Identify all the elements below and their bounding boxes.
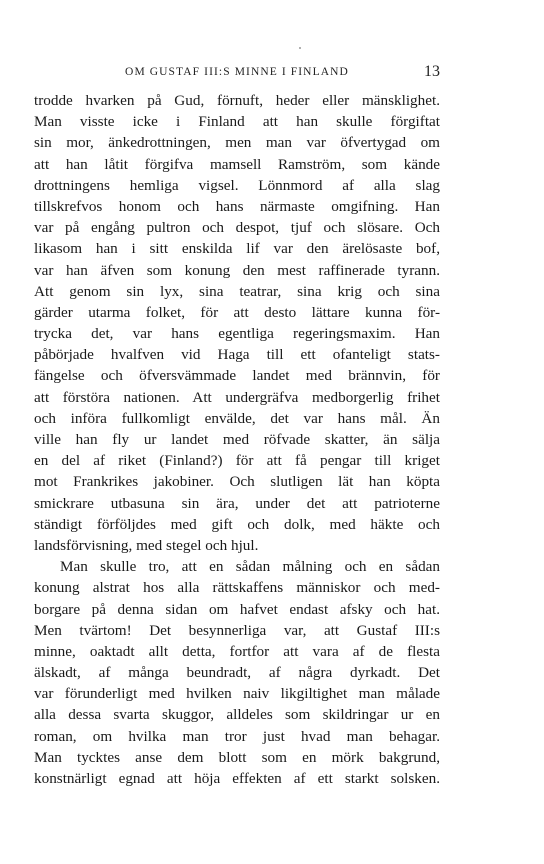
text-line: smickrare utbasuna sin ära, under det att patrioterne — [34, 494, 440, 512]
text-line: fängelse och öfversvämmade landet med brännvin, för — [34, 367, 440, 385]
text-line: gärder utarma folket, för att desto lättare kunna för- — [34, 303, 440, 321]
body-text — [34, 90, 440, 789]
page-number: 13 — [424, 63, 440, 80]
text-line: påbörjade hvalfven vid Haga till ett ofanteligt stats- — [34, 346, 440, 364]
text-line: trycka det, var hans egentliga regeringsmaxim. Han — [34, 325, 440, 343]
text-line: var han äfven som konung den mest raffinerade tyrann. — [34, 261, 440, 279]
text-line: konung alstrat hos alla rättskaffens människor och med- — [34, 579, 440, 597]
text-line: att han låtit förgifva mamsell Ramström, som kände — [34, 155, 440, 173]
text-line: Man skulle tro, att en sådan målning och en sådan — [60, 558, 440, 576]
text-line: älskadt, af många beundradt, af några dyrkadt. Det — [34, 664, 440, 682]
text-line: likasom han i sitt enskilda lif var den ärelösaste bof, — [34, 240, 440, 258]
running-head: OM GUSTAF III:S MINNE I FINLAND — [125, 66, 349, 78]
text-line: mot Frankrikes jakobiner. Och slutligen lät han köpta — [34, 473, 440, 491]
print-speck — [299, 47, 301, 49]
text-line: att förstöra nationen. Att undergräfva medborgerlig frihet — [34, 388, 440, 406]
text-line: var förunderligt med hvilken naiv likgiltighet man målade — [34, 685, 440, 703]
text-line: borgare på denna sidan om hafvet endast afsky och hat. — [34, 600, 440, 618]
text-line: Att genom sin lyx, sina teatrar, sina krig och sina — [34, 282, 440, 300]
text-line: ständigt förföljdes med gift och dolk, med häkte och — [34, 515, 440, 533]
text-line: drottningens hemliga vigsel. Lönnmord af alla slag — [34, 176, 440, 194]
text-line: var på engång pultron och despot, tjuf och slösare. Och — [34, 219, 440, 237]
text-line: en del af riket (Finland?) för att få pengar till kriget — [34, 452, 440, 470]
text-line: landsförvisning, med stegel och hjul. — [34, 536, 259, 554]
text-line: konstnärligt egnad att höja effekten af ett starkt solsken. — [34, 770, 440, 787]
page-header — [34, 63, 440, 84]
text-line: sin mor, änkedrottningen, men man var öfvertygad om — [34, 134, 440, 152]
text-line: Man visste icke i Finland att han skulle förgiftat — [34, 113, 440, 131]
text-line: ville han fly ur landet med röfvade skatter, än sälja — [34, 431, 440, 448]
text-line: trodde hvarken på Gud, förnuft, heder eller mänsklighet. — [34, 92, 440, 109]
text-line: Men tvärtom! Det besynnerliga var, att Gustaf III:s — [34, 621, 440, 639]
text-line: Man tycktes anse dem blott som en mörk bakgrund, — [34, 748, 440, 766]
text-line: roman, om hvilka man tror just hvad man behagar. — [34, 727, 440, 745]
text-line: och införa fullkomligt envälde, det var hans mål. Än — [34, 409, 440, 427]
text-line: alla dessa svarta skuggor, alldeles som skildringar ur en — [34, 706, 440, 724]
text-line: tillskrefvos honom och hans närmaste omgifning. Han — [34, 197, 440, 215]
text-line: minne, oaktadt allt detta, fortfor att vara af de flesta — [34, 642, 440, 660]
